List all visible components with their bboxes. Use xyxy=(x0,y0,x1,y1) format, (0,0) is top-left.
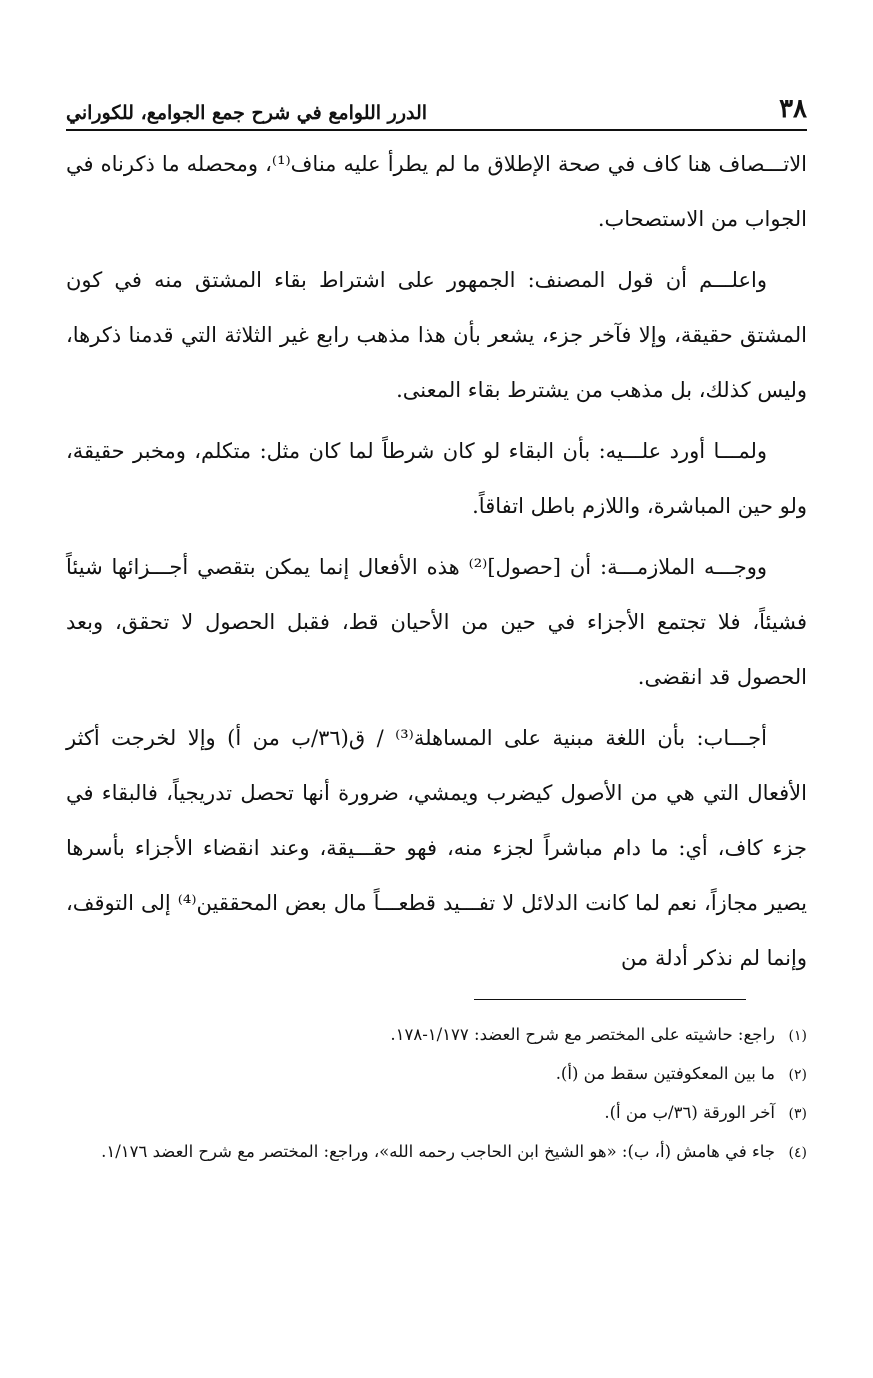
main-text xyxy=(66,137,807,986)
footnote-4 xyxy=(66,1133,807,1172)
paragraph-3: ولمـــا أورد علـــيه: بأن البقاء لو كان شرطاً لما كان مثل: متكلم، ومخبر حقيقة، ولو حين المباشرة، واللازم باطل اتفاقاً. xyxy=(66,439,807,518)
footnote-text: آخر الورقة (٣٦/ب من أ). xyxy=(604,1103,775,1122)
footnote-number: (٤) xyxy=(788,1145,807,1161)
paragraph-2: واعلـــم أن قول المصنف: الجمهور على اشتراط بقاء المشتق منه في كون المشتق حقيقة، وإلا فآخر جزء، يشعر بأن هذا مذهب رابع غير الثلاثة التي قدمنا ذكرها، وليس كذلك، بل مذهب من يشترط بقاء المعنى. xyxy=(66,268,807,402)
footnote-number: (٣) xyxy=(788,1106,807,1122)
paragraph-4: ووجـــه الملازمـــة: أن [حصول]⁽²⁾ هذه الأفعال إنما يمكن بتقصي أجـــزائها شيئاً فشيئاً، فلا تجتمع الأجزاء في حين من الأحيان قط، فقبل الحصول لا تحقق، وبعد الحصول قد انقضى. xyxy=(66,555,807,689)
footnote-2 xyxy=(66,1055,807,1094)
page-number: ٣٨ xyxy=(779,94,807,124)
footnote-separator xyxy=(474,999,746,1000)
footnote-number: (١) xyxy=(788,1028,807,1044)
paragraph-1: الاتـــصاف هنا كاف في صحة الإطلاق ما لم يطرأ عليه مناف⁽¹⁾، ومحصله ما ذكرناه في الجواب من الاستصحاب. xyxy=(66,152,807,231)
running-title: الدرر اللوامع في شرح جمع الجوامع، للكوراني xyxy=(66,102,428,124)
paragraph-5: أجـــاب: بأن اللغة مبنية على المساهلة⁽³⁾ / ق(٣٦/ب من أ) وإلا لخرجت أكثر الأفعال التي هي من الأصول كيضرب ويمشي، ضرورة أنها تحصل تدريجياً، فالبقاء في جزء كاف، أي: ما دام مباشراً لجزء منه، فهو حقـــيقة، وعند انقضاء الأجزاء بأسرها يصير مجازاً، نعم لما كانت الدلائل لا تفـــيد قطعـــاً مال بعض المحققين⁽⁴⁾ إلى التوقف، وإنما لم نذكر أدلة من xyxy=(66,726,808,970)
footnote-3 xyxy=(66,1094,807,1133)
header-rule xyxy=(66,129,807,131)
footnote-text: جاء في هامش (أ، ب): «هو الشيخ ابن الحاجب رحمه الله»، وراجع: المختصر مع شرح العضد ١/١٧٦. xyxy=(101,1142,775,1161)
page-header xyxy=(66,84,807,124)
footnote-text: راجع: حاشيته على المختصر مع شرح العضد: ١/١٧٧-١٧٨. xyxy=(390,1025,775,1044)
footnotes xyxy=(66,1016,807,1172)
footnote-1 xyxy=(66,1016,807,1055)
footnote-text: ما بين المعكوفتين سقط من (أ). xyxy=(555,1064,775,1083)
footnote-number: (٢) xyxy=(788,1067,807,1083)
